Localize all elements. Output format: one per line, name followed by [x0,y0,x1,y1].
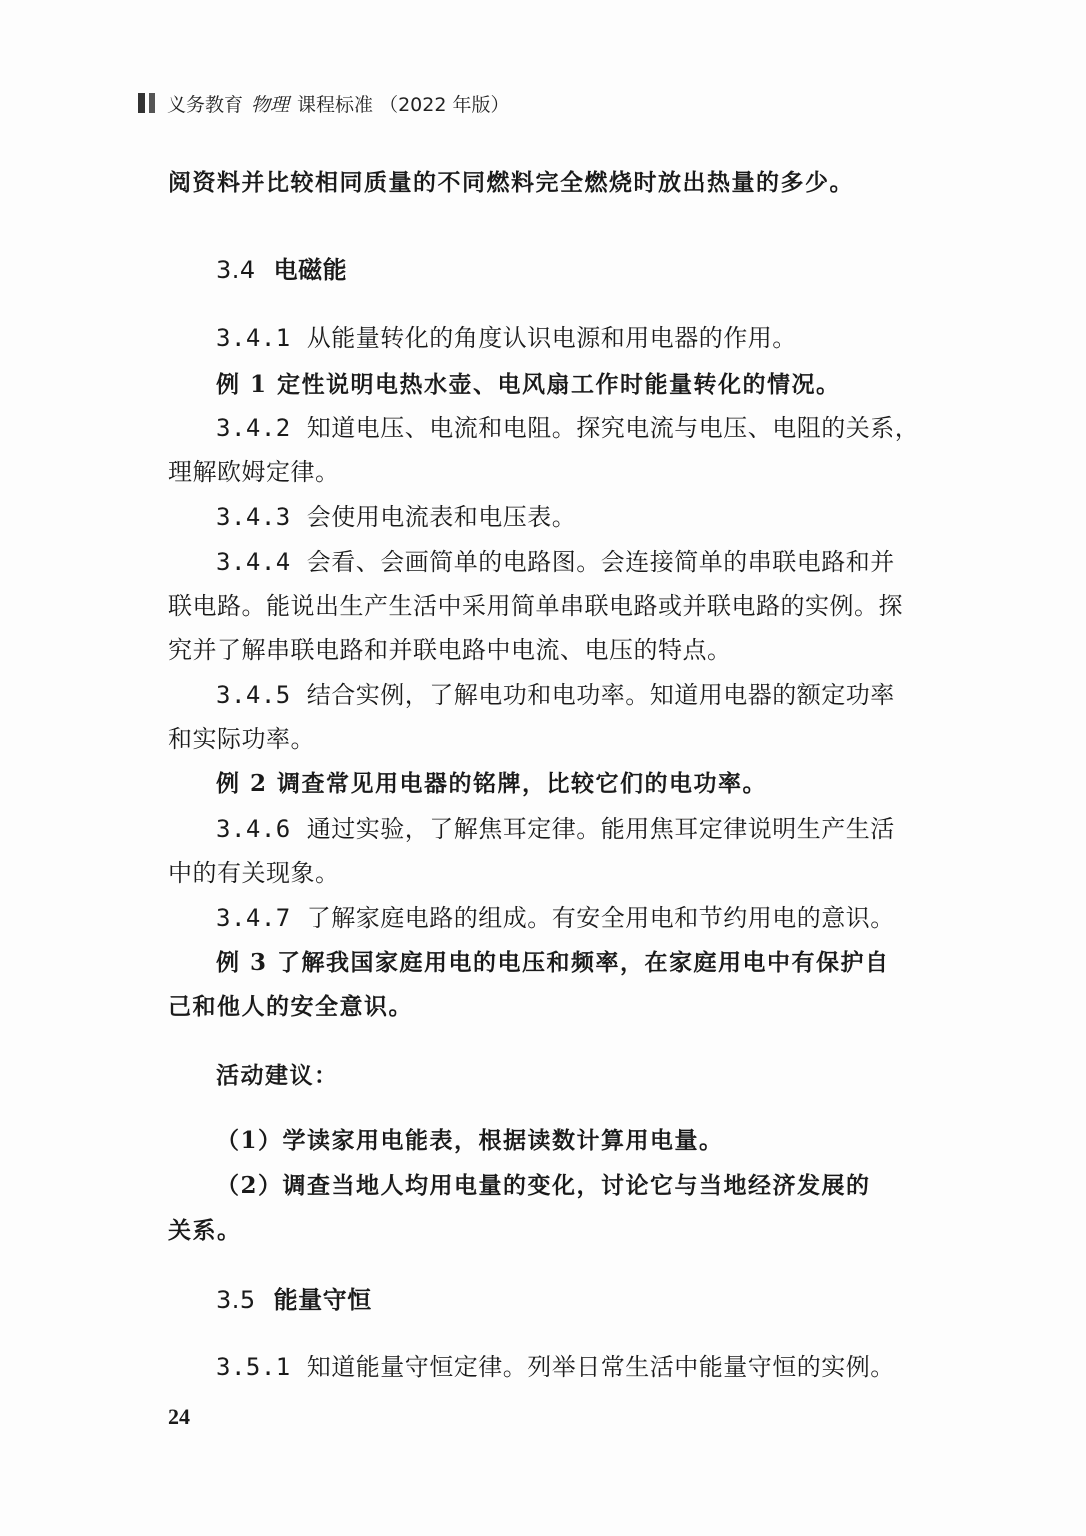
item-text: 结合实例，了解电功和电功率。知道用电器的额定功率 [306,681,895,709]
item-text: 从能量转化的角度认识电源和用电器的作用。 [306,324,797,352]
item-number: 3.4.4 [216,548,291,576]
item-number: 3.4.6 [216,815,291,843]
running-header [138,88,509,118]
header-bar-icon [138,93,155,113]
item-3-4-1 [216,318,797,353]
header-subject: 物理 [251,93,290,116]
item-text-continued: 联电路。能说出生产生活中采用简单串联电路或并联电路的实例。探 [168,592,903,620]
item-3-4-5 [216,675,895,710]
item-text-continued: 理解欧姆定律。 [168,458,340,486]
example-3-continued: 己和他人的安全意识。 [168,993,413,1020]
example-1: 例 1 定性说明电热水壶、电风扇工作时能量转化的情况。 [216,371,841,398]
item-text: 知道电压、电流和电阻。探究电流与电压、电阻的关系， [306,414,920,442]
item-3-4-2 [216,408,919,443]
item-text-continued: 和实际功率。 [168,725,315,753]
section-heading-3-4 [216,250,347,285]
section-heading-3-5 [216,1280,372,1315]
item-text: 会使用电流表和电压表。 [306,503,577,531]
page-number: 24 [168,1404,190,1429]
item-3-4-6 [216,809,895,844]
activity-item-2-continued: 关系。 [168,1217,242,1244]
item-number: 3.4.5 [216,681,291,709]
item-3-4-3 [216,497,576,532]
item-text-continued: 究并了解串联电路和并联电路中电流、电压的特点。 [168,636,732,664]
example-3: 例 3 了解我国家庭用电的电压和频率，在家庭用电中有保护自 [216,949,890,976]
item-text: 知道能量守恒定律。列举日常生活中能量守恒的实例。 [306,1353,895,1381]
activity-item-1: （1）学读家用电能表，根据读数计算用电量。 [216,1127,724,1154]
section-number: 3.4 [216,256,256,284]
item-text-continued: 中的有关现象。 [168,859,340,887]
item-number: 3.4.7 [216,904,291,932]
section-title: 能量守恒 [273,1286,372,1314]
activity-heading: 活动建议： [216,1062,339,1089]
section-number: 3.5 [216,1286,256,1314]
item-number: 3.4.3 [216,503,291,531]
example-2: 例 2 调查常见用电器的铭牌，比较它们的电功率。 [216,770,768,797]
item-text: 会看、会画简单的电路图。会连接简单的串联电路和并 [306,548,895,576]
activity-item-2: （2）调查当地人均用电量的变化，讨论它与当地经济发展的 [216,1172,871,1199]
item-number: 3.4.2 [216,414,291,442]
item-text: 了解家庭电路的组成。有安全用电和节约用电的意识。 [306,904,895,932]
item-number: 3.4.1 [216,324,291,352]
item-3-5-1 [216,1347,895,1382]
header-prefix: 义务教育 [167,93,244,116]
section-title: 电磁能 [273,256,348,284]
item-3-4-4 [216,542,895,577]
header-suffix: 课程标准 （2022 年版） [297,93,510,116]
paragraph-line: 阅资料并比较相同质量的不同燃料完全燃烧时放出热量的多少。 [168,169,854,196]
item-3-4-7 [216,898,895,933]
item-number: 3.5.1 [216,1353,291,1381]
item-text: 通过实验，了解焦耳定律。能用焦耳定律说明生产生活 [306,815,895,843]
